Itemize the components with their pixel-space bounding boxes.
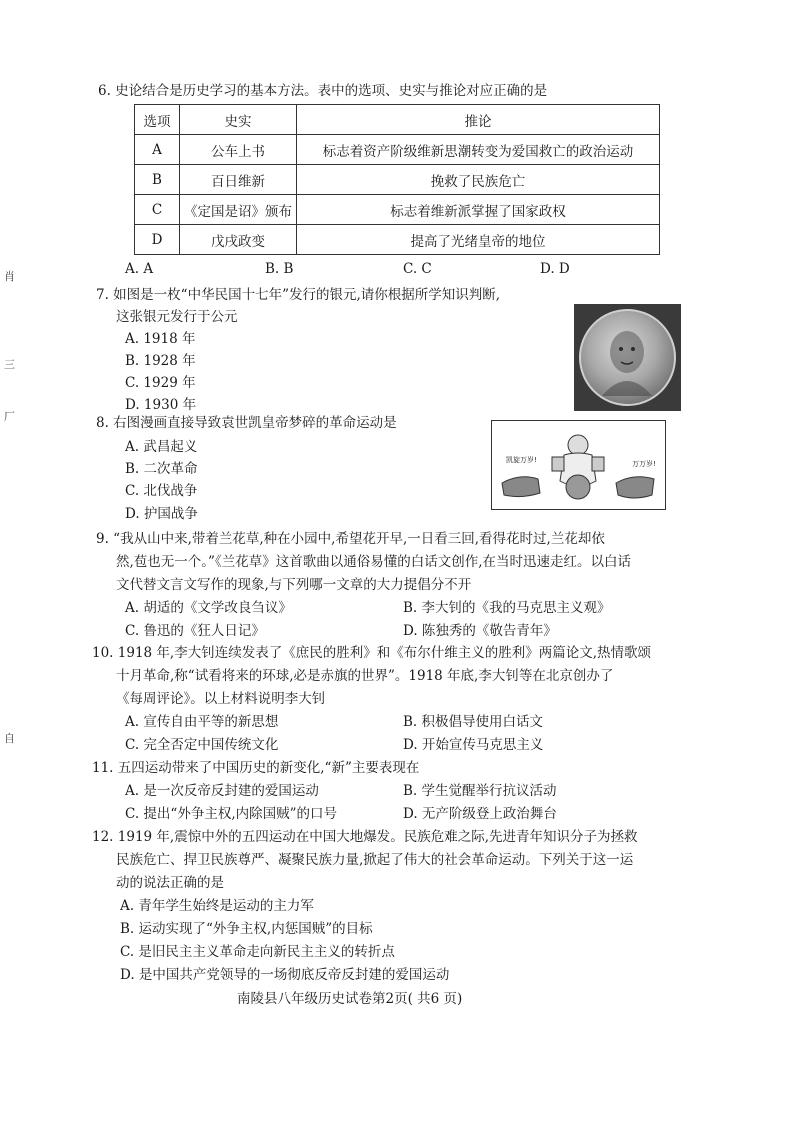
q10-option-d[interactable]: D. 开始宣传马克思主义 bbox=[403, 737, 544, 753]
table-cell: 公车上书 bbox=[180, 135, 297, 165]
table-row bbox=[135, 225, 660, 255]
table-cell: B bbox=[135, 165, 180, 195]
q7-option-c[interactable]: C. 1929 年 bbox=[125, 375, 196, 391]
margin-mark: 肖 bbox=[4, 270, 15, 283]
table-row bbox=[135, 195, 660, 225]
q10-option-a[interactable]: A. 宣传自由平等的新思想 bbox=[125, 714, 279, 730]
q11-option-b[interactable]: B. 学生觉醒举行抗议活动 bbox=[403, 783, 557, 799]
q10-option-c[interactable]: C. 完全否定中国传统文化 bbox=[125, 737, 279, 753]
q9-option-b[interactable]: B. 李大钊的《我的马克思主义观》 bbox=[403, 600, 611, 616]
q8-option-b[interactable]: B. 二次革命 bbox=[125, 461, 198, 477]
q9-stem-line: 9. “我从山中来,带着兰花草,种在小园中,希望花开早,一日看三回,看得花时过,兰花却依 bbox=[96, 531, 605, 547]
table-cell: 《定国是诏》颁布 bbox=[180, 195, 297, 225]
margin-mark: 自 bbox=[4, 732, 15, 745]
q7-option-a[interactable]: A. 1918 年 bbox=[125, 331, 196, 347]
table-cell: D bbox=[135, 225, 180, 255]
q6-table bbox=[134, 104, 660, 255]
table-cell: C bbox=[135, 195, 180, 225]
cartoon-label-left: 凯旋万岁! bbox=[506, 456, 537, 464]
q6-option-c[interactable]: C. C bbox=[403, 261, 432, 277]
table-cell: 标志着维新派掌握了国家政权 bbox=[297, 195, 660, 225]
q8-option-d[interactable]: D. 护国战争 bbox=[125, 506, 198, 522]
q10-stem-line: 10. 1918 年,李大钊连续发表了《庶民的胜利》和《布尔什维主义的胜利》两篇论文,热情歌颂 bbox=[92, 645, 651, 661]
cartoon-label-right: 万万岁! bbox=[632, 460, 656, 468]
q11-option-a[interactable]: A. 是一次反帝反封建的爱国运动 bbox=[125, 783, 319, 799]
q8-stem: 8. 右图漫画直接导致袁世凯皇帝梦碎的革命运动是 bbox=[96, 415, 397, 431]
table-cell: 戊戌政变 bbox=[180, 225, 297, 255]
q9-stem-line: 文代替文言文写作的现象,与下列哪一文章的大力提倡分不开 bbox=[116, 577, 472, 593]
table-header: 推论 bbox=[297, 105, 660, 135]
q7-stem: 7. 如图是一枚“中华民国十七年”发行的银元,请你根据所学知识判断, bbox=[96, 287, 501, 303]
q6-stem: 6. 史论结合是历史学习的基本方法。表中的选项、史实与推论对应正确的是 bbox=[98, 83, 548, 99]
table-row bbox=[135, 135, 660, 165]
table-cell: A bbox=[135, 135, 180, 165]
q7-stem-cont: 这张银元发行于公元 bbox=[116, 309, 238, 325]
table-header: 史实 bbox=[180, 105, 297, 135]
q7-option-b[interactable]: B. 1928 年 bbox=[125, 353, 196, 369]
coin-portrait-icon bbox=[574, 304, 681, 411]
q11-stem: 11. 五四运动带来了中国历史的新变化,“新”主要表现在 bbox=[92, 760, 420, 776]
cartoon-image bbox=[491, 420, 666, 510]
q12-option-a[interactable]: A. 青年学生始终是运动的主力军 bbox=[120, 898, 314, 914]
q12-stem-line: 12. 1919 年,震惊中外的五四运动在中国大地爆发。民族危难之际,先进青年知识分子为拯救 bbox=[92, 829, 638, 845]
table-header-row bbox=[135, 105, 660, 135]
margin-mark: 厂 bbox=[4, 410, 15, 423]
q12-stem-line: 民族危亡、捍卫民族尊严、凝聚民族力量,掀起了伟大的社会革命运动。下列关于这一运 bbox=[116, 852, 634, 868]
q10-stem-line: 十月革命,称“试看将来的环球,必是赤旗的世界”。1918 年底,李大钊等在北京创办了 bbox=[116, 668, 614, 684]
table-row bbox=[135, 165, 660, 195]
margin-mark: 三 bbox=[4, 358, 15, 371]
table-cell: 百日维新 bbox=[180, 165, 297, 195]
q10-option-b[interactable]: B. 积极倡导使用白话文 bbox=[403, 714, 544, 730]
q12-option-c[interactable]: C. 是旧民主主义革命走向新民主主义的转折点 bbox=[120, 944, 395, 960]
q12-option-b[interactable]: B. 运动实现了“外争主权,内惩国贼”的目标 bbox=[120, 921, 373, 937]
q6-option-a[interactable]: A. A bbox=[125, 261, 154, 277]
table-cell: 提高了光绪皇帝的地位 bbox=[297, 225, 660, 255]
silver-coin-image bbox=[574, 304, 681, 411]
cartoon-drawing-icon bbox=[492, 421, 664, 508]
table-header: 选项 bbox=[135, 105, 180, 135]
q9-option-d[interactable]: D. 陈独秀的《敬告青年》 bbox=[403, 623, 557, 639]
table-cell: 标志着资产阶级维新思潮转变为爱国救亡的政治运动 bbox=[297, 135, 660, 165]
q12-stem-line: 动的说法正确的是 bbox=[116, 875, 224, 891]
q8-option-a[interactable]: A. 武昌起义 bbox=[125, 439, 198, 455]
table-cell: 挽救了民族危亡 bbox=[297, 165, 660, 195]
q11-option-d[interactable]: D. 无产阶级登上政治舞台 bbox=[403, 806, 557, 822]
q7-option-d[interactable]: D. 1930 年 bbox=[125, 397, 197, 413]
q9-option-a[interactable]: A. 胡适的《文学改良刍议》 bbox=[125, 600, 292, 616]
q9-stem-line: 然,苞也无一个。”《兰花草》这首歌曲以通俗易懂的白话文创作,在当时迅速走红。以白话 bbox=[116, 554, 631, 570]
q12-option-d[interactable]: D. 是中国共产党领导的一场彻底反帝反封建的爱国运动 bbox=[120, 967, 450, 983]
q6-option-d[interactable]: D. D bbox=[540, 261, 570, 277]
q9-option-c[interactable]: C. 鲁迅的《狂人日记》 bbox=[125, 623, 265, 639]
q8-option-c[interactable]: C. 北伐战争 bbox=[125, 483, 198, 499]
q10-stem-line: 《每周评论》。以上材料说明李大钊 bbox=[116, 691, 326, 707]
q6-option-b[interactable]: B. B bbox=[265, 261, 294, 277]
q11-option-c[interactable]: C. 提出“外争主权,内除国贼”的口号 bbox=[125, 806, 338, 822]
page-footer: 南陵县八年级历史试卷第2页( 共6 页) bbox=[237, 991, 463, 1007]
